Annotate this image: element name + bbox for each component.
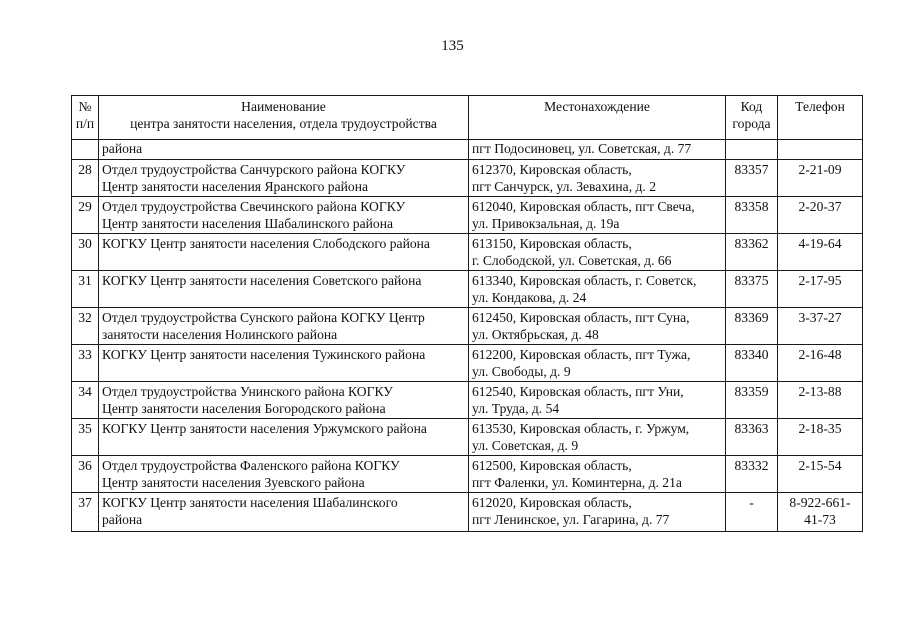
cell-location-line: 612450, Кировская область, пгт Суна, xyxy=(472,310,690,325)
cell-location-line: ул. Труда, д. 54 xyxy=(472,401,560,416)
cell-phone-line: 2-20-37 xyxy=(798,199,842,214)
header-name xyxy=(99,96,469,140)
cell-code-line: 83358 xyxy=(734,199,769,214)
cell-location-line: пгт Подосиновец, ул. Советская, д. 77 xyxy=(472,141,692,156)
cell-name xyxy=(99,308,469,345)
header-name-line: Наименование xyxy=(241,99,326,114)
cell-location-line: г. Слободской, ул. Советская, д. 66 xyxy=(472,253,672,268)
cell-phone-line: 41-73 xyxy=(804,512,836,527)
cell-location-line: 612500, Кировская область, xyxy=(472,458,632,473)
cell-num xyxy=(72,456,99,493)
cell-num xyxy=(72,308,99,345)
cell-num-line: 33 xyxy=(78,347,92,362)
cell-location-line: 612040, Кировская область, пгт Свеча, xyxy=(472,199,695,214)
cell-name xyxy=(99,271,469,308)
cell-name xyxy=(99,382,469,419)
cell-name xyxy=(99,140,469,160)
cell-phone xyxy=(778,140,863,160)
cell-phone-line: 2-15-54 xyxy=(798,458,842,473)
cell-code xyxy=(726,308,778,345)
cell-num-line: 34 xyxy=(78,384,92,399)
cell-location-line: 612200, Кировская область, пгт Тужа, xyxy=(472,347,691,362)
cell-location xyxy=(469,345,726,382)
cell-code-line: 83340 xyxy=(734,347,769,362)
cell-num-line: 37 xyxy=(78,495,92,510)
cell-code xyxy=(726,419,778,456)
cell-code xyxy=(726,382,778,419)
cell-phone xyxy=(778,456,863,493)
table-row xyxy=(72,271,863,308)
cell-name-line: Отдел трудоустройства Санчурского района КОГКУ xyxy=(102,162,406,177)
header-name-line: центра занятости населения, отдела трудоустройства xyxy=(130,116,437,131)
cell-code xyxy=(726,345,778,382)
cell-phone-line: 2-13-88 xyxy=(798,384,842,399)
cell-name-line: Центр занятости населения Зуевского района xyxy=(102,475,365,490)
header-location-line: Местонахождение xyxy=(544,99,650,114)
cell-location-line: ул. Привокзальная, д. 19а xyxy=(472,216,620,231)
cell-code xyxy=(726,271,778,308)
cell-num xyxy=(72,382,99,419)
cell-name-line: КОГКУ Центр занятости населения Тужинского района xyxy=(102,347,426,362)
cell-num xyxy=(72,140,99,160)
cell-name-line: КОГКУ Центр занятости населения Советского района xyxy=(102,273,422,288)
cell-num xyxy=(72,493,99,532)
cell-code-line: 83369 xyxy=(734,310,769,325)
cell-location-line: ул. Кондакова, д. 24 xyxy=(472,290,587,305)
cell-location-line: пгт Санчурск, ул. Зевахина, д. 2 xyxy=(472,179,657,194)
cell-location-line: 612020, Кировская область, xyxy=(472,495,632,510)
cell-code-line: 83332 xyxy=(734,458,769,473)
header-phone-line: Телефон xyxy=(795,99,845,114)
cell-num-line: 31 xyxy=(78,273,92,288)
cell-location-line: 612370, Кировская область, xyxy=(472,162,632,177)
table-row xyxy=(72,308,863,345)
cell-location xyxy=(469,140,726,160)
page-number: 135 xyxy=(441,38,464,54)
header-location xyxy=(469,96,726,140)
cell-code xyxy=(726,493,778,532)
continuation-row xyxy=(72,140,863,160)
table-row xyxy=(72,234,863,271)
table-row xyxy=(72,382,863,419)
cell-phone xyxy=(778,382,863,419)
cell-phone xyxy=(778,419,863,456)
cell-name-line: Отдел трудоустройства Унинского района КОГКУ xyxy=(102,384,393,399)
cell-location-line: ул. Октябрьская, д. 48 xyxy=(472,327,599,342)
cell-code xyxy=(726,456,778,493)
header-num xyxy=(72,96,99,140)
cell-num-line: 28 xyxy=(78,162,92,177)
cell-num-line: 35 xyxy=(78,421,92,436)
table-row xyxy=(72,456,863,493)
cell-location xyxy=(469,419,726,456)
header-code-line: города xyxy=(732,116,771,131)
cell-code-line: 83357 xyxy=(734,162,769,177)
table-row xyxy=(72,493,863,532)
cell-location xyxy=(469,234,726,271)
cell-name xyxy=(99,234,469,271)
cell-location-line: 613340, Кировская область, г. Советск, xyxy=(472,273,697,288)
cell-name-line: Отдел трудоустройства Сунского района КОГКУ Центр xyxy=(102,310,425,325)
cell-phone-line: 3-37-27 xyxy=(798,310,842,325)
cell-num xyxy=(72,234,99,271)
cell-code xyxy=(726,140,778,160)
cell-location-line: 612540, Кировская область, пгт Уни, xyxy=(472,384,684,399)
cell-phone xyxy=(778,308,863,345)
cell-name-line: занятости населения Нолинского района xyxy=(102,327,338,342)
cell-code-line: 83362 xyxy=(734,236,769,251)
cell-num xyxy=(72,271,99,308)
table-row xyxy=(72,197,863,234)
cell-name xyxy=(99,345,469,382)
cell-name xyxy=(99,493,469,532)
cell-code xyxy=(726,197,778,234)
cell-num xyxy=(72,197,99,234)
cell-location xyxy=(469,271,726,308)
cell-name-line: Центр занятости населения Богородского района xyxy=(102,401,386,416)
cell-phone-line: 8-922-661- xyxy=(789,495,851,510)
cell-phone-line: 2-17-95 xyxy=(798,273,842,288)
cell-num xyxy=(72,345,99,382)
cell-location xyxy=(469,197,726,234)
cell-name xyxy=(99,456,469,493)
cell-code-line: 83363 xyxy=(734,421,769,436)
header-num-line: п/п xyxy=(75,116,95,131)
cell-name xyxy=(99,160,469,197)
cell-location xyxy=(469,456,726,493)
cell-code-line: 83359 xyxy=(734,384,769,399)
header-phone xyxy=(778,96,863,140)
cell-phone xyxy=(778,271,863,308)
cell-location xyxy=(469,382,726,419)
cell-name-line: Отдел трудоустройства Фаленского района КОГКУ xyxy=(102,458,400,473)
cell-phone-line: 2-18-35 xyxy=(798,421,842,436)
cell-code xyxy=(726,160,778,197)
cell-phone xyxy=(778,345,863,382)
cell-code-line: - xyxy=(749,495,754,510)
cell-phone xyxy=(778,197,863,234)
cell-name-line: Отдел трудоустройства Свечинского района КОГКУ xyxy=(102,199,406,214)
cell-name-line: КОГКУ Центр занятости населения Слободского района xyxy=(102,236,430,251)
cell-name-line: района xyxy=(102,141,143,156)
cell-num-line: 29 xyxy=(78,199,92,214)
header-num-line: № xyxy=(78,99,92,114)
cell-name-line: КОГКУ Центр занятости населения Уржумского района xyxy=(102,421,427,436)
cell-phone xyxy=(778,493,863,532)
cell-name-line: КОГКУ Центр занятости населения Шабалинского xyxy=(102,495,398,510)
cell-name-line: Центр занятости населения Яранского района xyxy=(102,179,369,194)
cell-location-line: пгт Ленинское, ул. Гагарина, д. 77 xyxy=(472,512,670,527)
cell-location-line: 613150, Кировская область, xyxy=(472,236,632,251)
cell-num xyxy=(72,419,99,456)
cell-phone xyxy=(778,234,863,271)
cell-location xyxy=(469,493,726,532)
header-code-line: Код xyxy=(740,99,763,114)
cell-location-line: пгт Фаленки, ул. Коминтерна, д. 21а xyxy=(472,475,682,490)
cell-name-line: Центр занятости населения Шабалинского района xyxy=(102,216,393,231)
employment-centers-table xyxy=(71,95,863,532)
cell-location-line: ул. Свободы, д. 9 xyxy=(472,364,571,379)
header-row xyxy=(72,96,863,140)
cell-phone-line: 4-19-64 xyxy=(798,236,842,251)
cell-location-line: ул. Советская, д. 9 xyxy=(472,438,579,453)
cell-num-line: 32 xyxy=(78,310,92,325)
header-code xyxy=(726,96,778,140)
cell-phone xyxy=(778,160,863,197)
cell-name xyxy=(99,419,469,456)
cell-num xyxy=(72,160,99,197)
cell-name xyxy=(99,197,469,234)
cell-num-line: 30 xyxy=(78,236,92,251)
cell-location xyxy=(469,160,726,197)
cell-phone-line: 2-16-48 xyxy=(798,347,842,362)
cell-phone-line: 2-21-09 xyxy=(798,162,842,177)
cell-location-line: 613530, Кировская область, г. Уржум, xyxy=(472,421,690,436)
table-row xyxy=(72,419,863,456)
cell-code xyxy=(726,234,778,271)
cell-name-line: района xyxy=(102,512,143,527)
cell-code-line: 83375 xyxy=(734,273,769,288)
cell-location xyxy=(469,308,726,345)
cell-num-line: 36 xyxy=(78,458,92,473)
table-row xyxy=(72,160,863,197)
table-row xyxy=(72,345,863,382)
